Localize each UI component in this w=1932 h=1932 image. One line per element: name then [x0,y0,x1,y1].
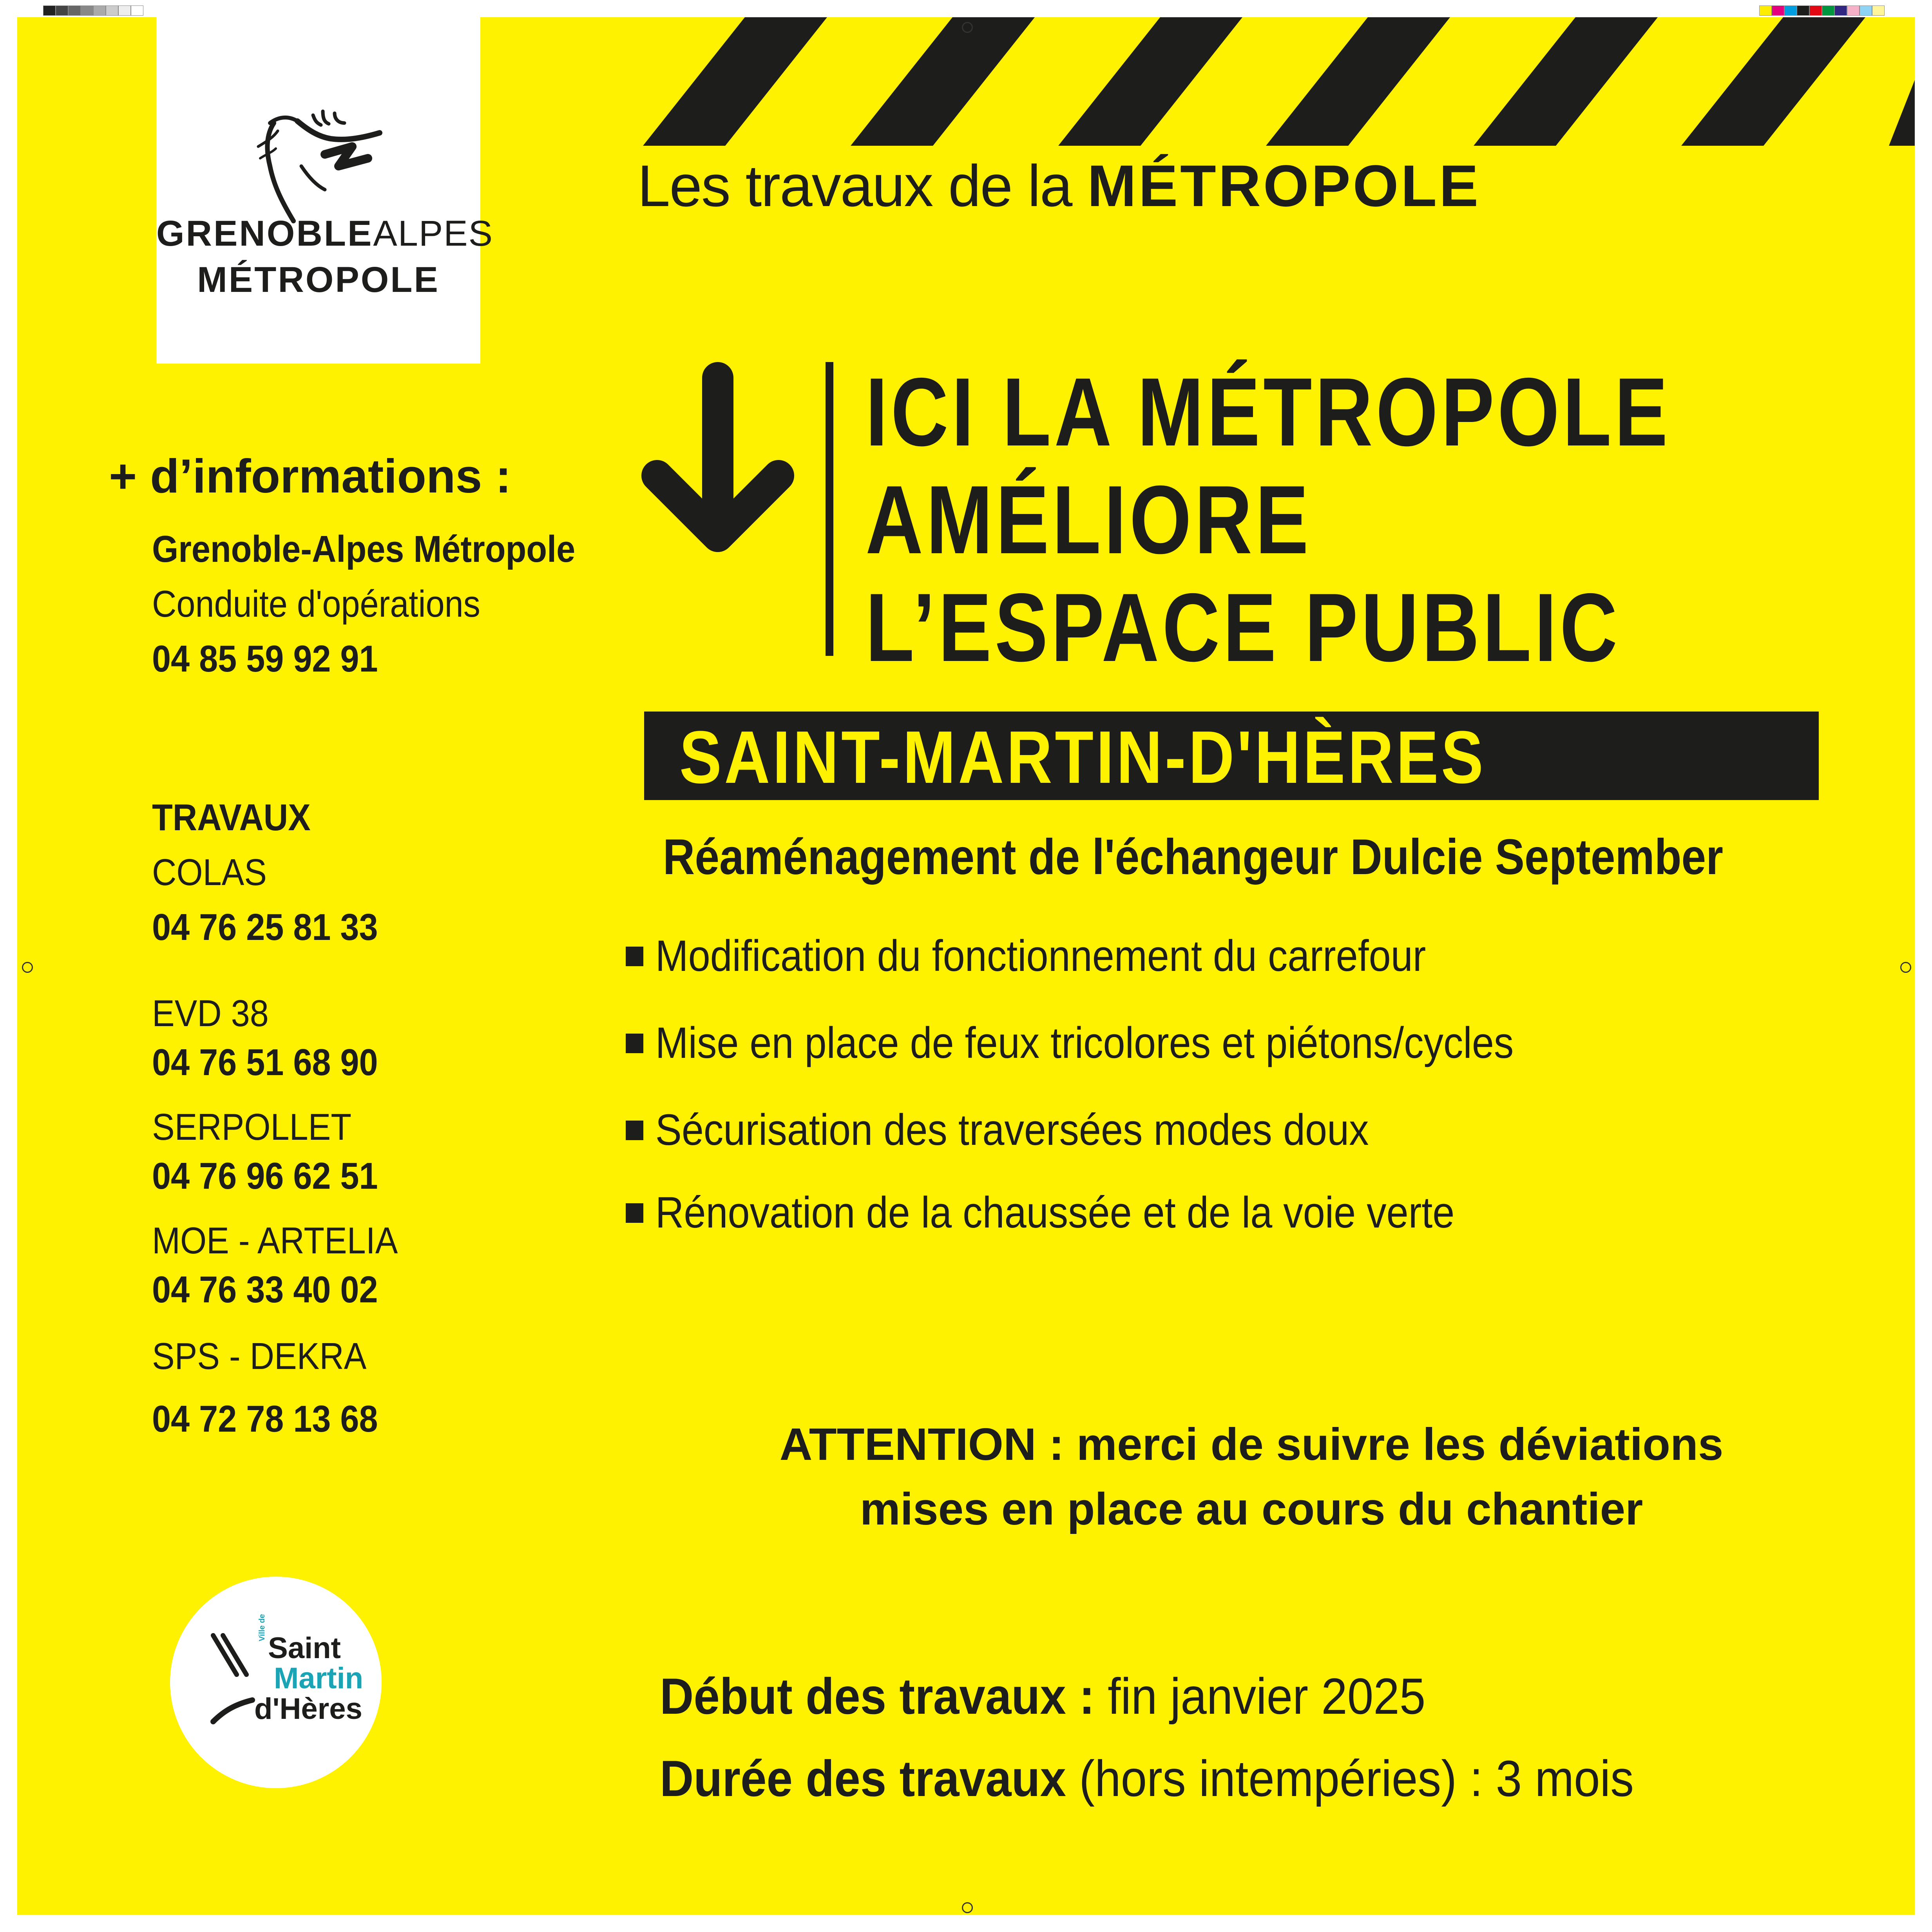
grenoble-alpes-metropole-logo [156,17,493,364]
city-banner [644,712,1819,800]
bullet-square-icon [626,1203,643,1223]
company-phone: 04 76 96 62 51 [152,1155,378,1197]
main-title [866,358,1671,681]
list-item: Sécurisation des traversées modes doux [626,1108,1369,1152]
saint-martin-dheres-logo [170,1577,382,1788]
schedule-duration: Durée des travaux (hors intempéries) : 3 mois [660,1750,1634,1807]
contacts-column [109,449,576,1440]
bullet-square-icon [626,1034,643,1053]
hazard-stripes [643,17,1915,146]
registration-mark-icon [962,22,973,33]
registration-mark-icon [22,962,33,973]
list-item: Rénovation de la chaussée et de la voie verte [626,1191,1454,1235]
attention-line1: ATTENTION : merci de suivre les déviations [779,1419,1724,1470]
bullet-square-icon [626,1121,643,1140]
metropole-role: Conduite d'opérations [152,583,480,625]
bullet-square-icon [626,947,643,966]
company-name: SPS - DEKRA [152,1335,367,1377]
org-name-line2: MÉTROPOLE [197,260,440,300]
company-name: EVD 38 [152,992,269,1034]
company-name: SERPOLLET [152,1106,351,1148]
contacts-heading: + d’informations : [109,449,511,503]
company-phone: 04 76 25 81 33 [152,906,378,948]
construction-sign-panel [17,17,1915,1915]
swoosh-logo-icon [209,1631,256,1729]
city-logo-line2: Martin [274,1662,363,1695]
pre-title: Les travaux de la MÉTROPOLE [637,153,1481,219]
attention-line2: mises en place au cours du chantier [860,1483,1643,1534]
main-title-line1: ICI LA MÉTROPOLE [866,357,1671,466]
registration-mark-icon [962,1902,973,1913]
travaux-heading: TRAVAUX [152,797,311,838]
city-logo-line1: Saint [268,1631,341,1665]
project-title: Réaménagement de l'échangeur Dulcie September [663,829,1723,885]
schedule-start: Début des travaux : fin janvier 2025 [660,1668,1426,1725]
bird-logo-icon [250,100,391,229]
list-item: Mise en place de feux tricolores et piétons/cycles [626,1021,1514,1065]
org-name-line1: GRENOBLEALPES [156,214,493,253]
title-divider [826,362,833,656]
metropole-name: Grenoble-Alpes Métropole [152,528,576,570]
main-title-line3: L’ESPACE PUBLIC [866,573,1621,682]
company-phone: 04 76 33 40 02 [152,1269,378,1311]
company-phone: 04 76 51 68 90 [152,1041,378,1083]
print-grayscale-bar [43,5,143,15]
registration-mark-icon [1900,962,1911,973]
attention-notice [644,1412,1859,1541]
company-name: MOE - ARTELIA [152,1220,398,1262]
company-name: COLAS [152,851,267,893]
city-logo-line3: d'Hères [254,1692,362,1726]
schedule [660,1655,1634,1820]
company-phone: 04 72 78 13 68 [152,1398,378,1440]
list-item: Modification du fonctionnement du carrefour [626,934,1426,978]
print-color-bar [1759,5,1885,15]
down-arrow-icon [637,362,798,562]
city-logo-ville-de: Ville de [258,1614,266,1641]
metropole-phone: 04 85 59 92 91 [152,638,378,680]
city-name: SAINT-MARTIN-D'HÈRES [679,716,1486,799]
main-title-line2: AMÉLIORE [866,465,1312,574]
